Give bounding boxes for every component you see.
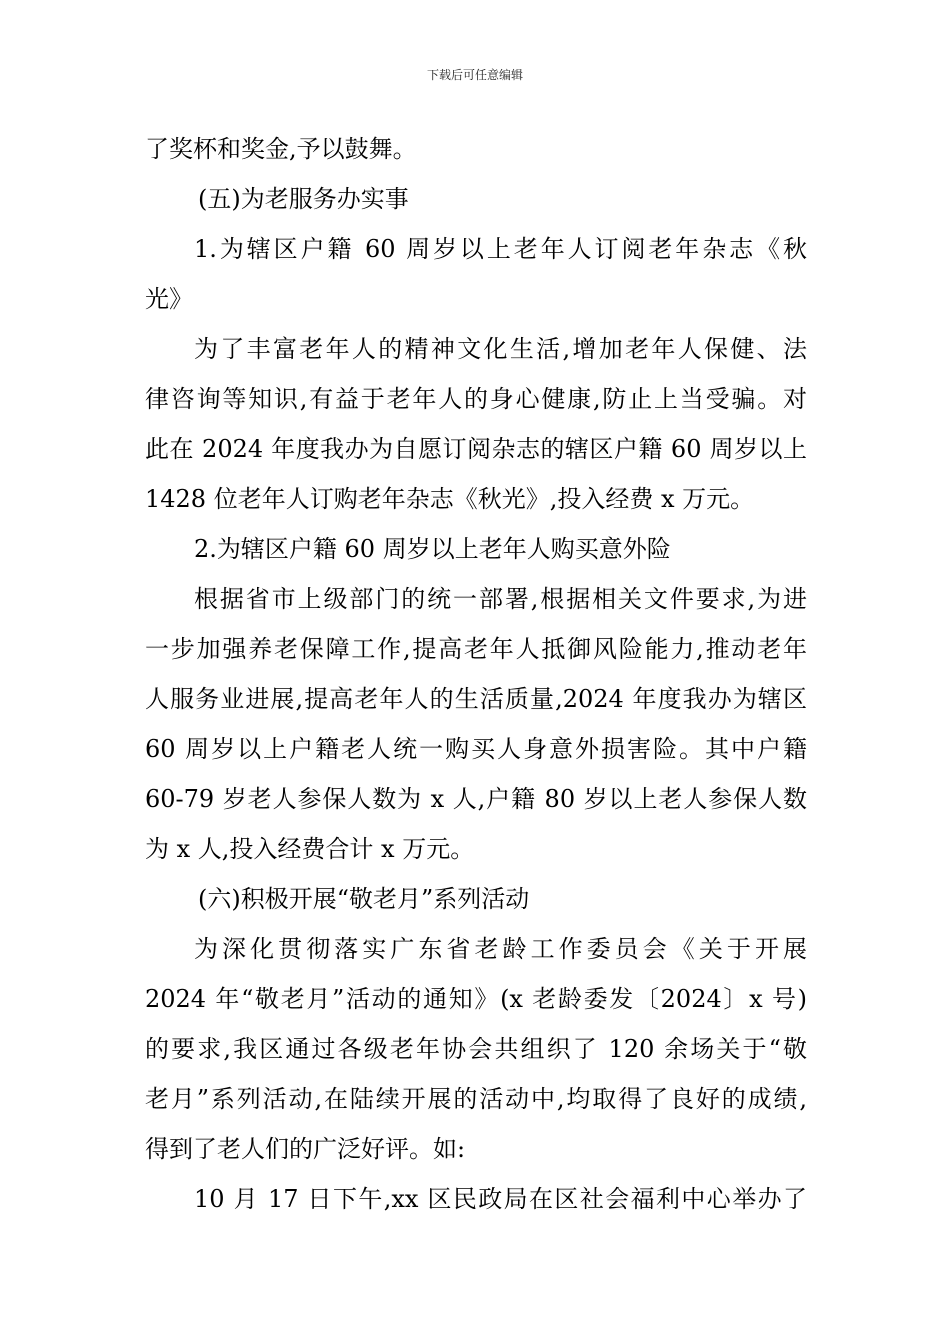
paragraph-line: 老月”系列活动,在陆续开展的活动中,均取得了良好的成绩, xyxy=(145,1085,807,1113)
paragraph-line: 得到了老人们的广泛好评。如: xyxy=(145,1135,466,1163)
paragraph-line: 一步加强养老保障工作,提高老年人抵御风险能力,推动老年 xyxy=(145,635,807,663)
paragraph-line: 2024 年“敬老月”活动的通知》(x 老龄委发〔2024〕x 号) xyxy=(145,985,807,1013)
sub-heading-line: 光》 xyxy=(145,285,193,313)
paragraph-line: 了奖杯和奖金,予以鼓舞。 xyxy=(145,135,417,163)
paragraph-line: 60 周岁以上户籍老人统一购买人身意外损害险。其中户籍 xyxy=(145,735,807,763)
paragraph-line: 10 月 17 日下午,xx 区民政局在区社会福利中心举办了 xyxy=(194,1185,807,1213)
sub-heading-line: 2.为辖区户籍 60 周岁以上老年人购买意外险 xyxy=(194,535,671,563)
paragraph-line: 1428 位老年人订购老年杂志《秋光》,投入经费 x 万元。 xyxy=(145,485,755,513)
section-heading: (五)为老服务办实事 xyxy=(198,185,409,213)
sub-heading-line: 1.为辖区户籍 60 周岁以上老年人订阅老年杂志《秋 xyxy=(194,235,807,263)
paragraph-line: 根据省市上级部门的统一部署,根据相关文件要求,为进 xyxy=(194,585,807,613)
section-heading: (六)积极开展“敬老月”系列活动 xyxy=(198,885,530,913)
paragraph-line: 为了丰富老年人的精神文化生活,增加老年人保健、法 xyxy=(194,335,807,363)
paragraph-line: 此在 2024 年度我办为自愿订阅杂志的辖区户籍 60 周岁以上 xyxy=(145,435,807,463)
paragraph-line: 律咨询等知识,有益于老年人的身心健康,防止上当受骗。对 xyxy=(145,385,807,413)
paragraph-line: 为深化贯彻落实广东省老龄工作委员会《关于开展 xyxy=(194,935,807,963)
page-header-note: 下载后可任意编辑 xyxy=(426,68,523,82)
paragraph-line: 人服务业进展,提高老年人的生活质量,2024 年度我办为辖区 xyxy=(145,685,807,713)
paragraph-line: 为 x 人,投入经费合计 x 万元。 xyxy=(145,835,475,863)
paragraph-line: 60-79 岁老人参保人数为 x 人,户籍 80 岁以上老人参保人数 xyxy=(145,785,807,813)
paragraph-line: 的要求,我区通过各级老年协会共组织了 120 余场关于“敬 xyxy=(145,1035,807,1063)
